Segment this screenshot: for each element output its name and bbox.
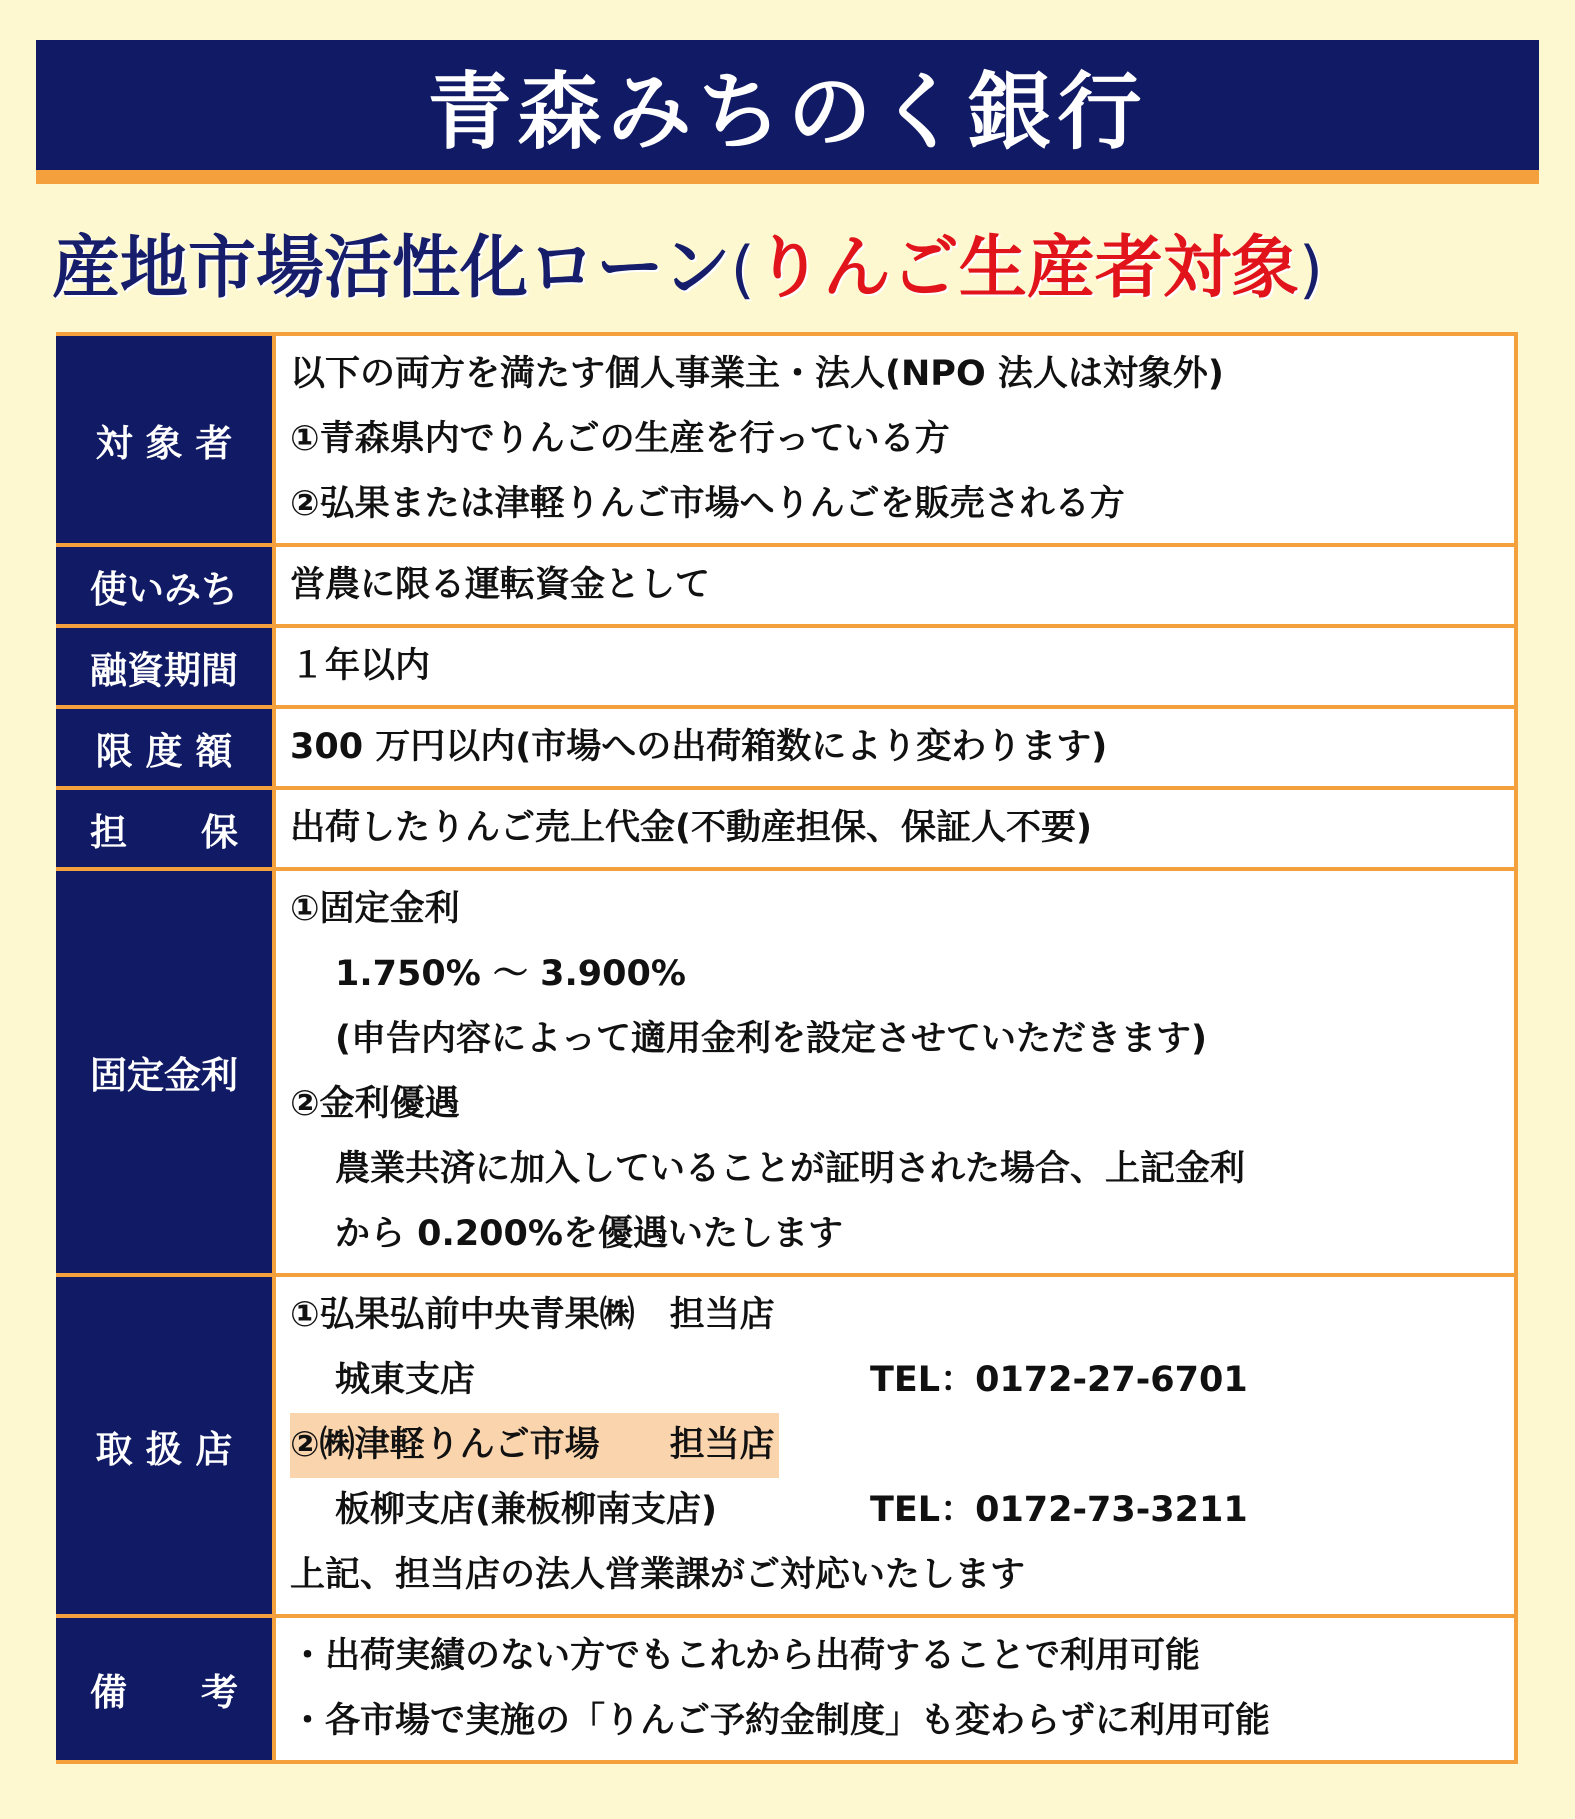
content-limit xyxy=(272,709,1518,786)
branch1-title: ①弘果弘前中央青果㈱ 担当店 xyxy=(290,1295,775,1335)
label-purpose: 使いみち xyxy=(56,547,272,624)
row-notes xyxy=(56,1618,1518,1764)
content-collateral xyxy=(272,790,1518,867)
loan-title-paren-open: ( xyxy=(730,233,755,306)
collateral-text: 出荷したりんご売上代金(不動産担保、保証人不要) xyxy=(290,808,1092,848)
loan-title-target: りんご生産者対象 xyxy=(754,229,1299,308)
content-target xyxy=(272,336,1518,543)
content-branches xyxy=(272,1277,1518,1614)
label-collateral: 担 保 xyxy=(56,790,272,867)
loan-title xyxy=(52,214,1532,314)
branch1-tel: TEL：0172-27-6701 xyxy=(870,1360,1248,1400)
target-line-3: ②弘果または津軽りんご市場へりんごを販売される方 xyxy=(290,484,1125,524)
label-branches: 取 扱 店 xyxy=(56,1277,272,1614)
row-purpose xyxy=(56,547,1518,628)
branch2-title-row xyxy=(290,1413,1514,1478)
row-branches xyxy=(56,1277,1518,1618)
label-limit: 限 度 額 xyxy=(56,709,272,786)
purpose-text: 営農に限る運転資金として xyxy=(290,565,711,605)
rate-discount-line-2: から 0.200%を優遇いたします xyxy=(335,1214,843,1254)
branch2-tel: TEL：0172-73-3211 xyxy=(870,1490,1248,1530)
rate-note: (申告内容によって適用金利を設定させていただきます) xyxy=(335,1019,1207,1059)
rate-item1-title: ①固定金利 xyxy=(290,889,460,929)
row-rate xyxy=(56,871,1518,1277)
target-line-1: 以下の両方を満たす個人事業主・法人(NPO 法人は対象外) xyxy=(290,354,1224,394)
row-term xyxy=(56,628,1518,709)
branch1-name: 城東支店 xyxy=(335,1360,476,1400)
rate-discount-line-1: 農業共済に加入していることが証明された場合、上記金利 xyxy=(335,1149,1246,1189)
loan-title-paren-close: ) xyxy=(1298,233,1324,306)
content-rate xyxy=(272,871,1518,1273)
limit-text: 300 万円以内(市場への出荷箱数により変わります) xyxy=(290,727,1108,767)
notes-line-1: ・出荷実績のない方でもこれから出荷することで利用可能 xyxy=(290,1636,1201,1676)
label-target: 対 象 者 xyxy=(56,336,272,543)
label-notes: 備 考 xyxy=(56,1618,272,1760)
rate-range: 1.750% ～ 3.900% xyxy=(335,954,686,994)
rate-item2-title: ②金利優遇 xyxy=(290,1084,460,1124)
content-notes xyxy=(272,1618,1518,1760)
notes-line-2: ・各市場で実施の「りんご予約金制度」も変わらずに利用可能 xyxy=(290,1701,1271,1741)
row-limit xyxy=(56,709,1518,790)
branch2-name: 板柳支店(兼板柳南支店) xyxy=(335,1490,717,1530)
row-collateral xyxy=(56,790,1518,871)
row-target xyxy=(56,336,1518,547)
label-rate: 固定金利 xyxy=(56,871,272,1273)
content-purpose xyxy=(272,547,1518,624)
term-text: １年以内 xyxy=(290,646,431,686)
loan-details-table xyxy=(56,332,1518,1764)
branch2-row xyxy=(290,1478,1514,1543)
content-term xyxy=(272,628,1518,705)
loan-title-main: 産地市場活性化ローン xyxy=(52,229,731,308)
branches-footer: 上記、担当店の法人営業課がご対応いたします xyxy=(290,1555,1026,1595)
bank-banner xyxy=(36,40,1539,184)
target-line-2: ①青森県内でりんごの生産を行っている方 xyxy=(290,419,950,459)
branch2-title: ②㈱津軽りんご市場 担当店 xyxy=(290,1413,779,1478)
label-term: 融資期間 xyxy=(56,628,272,705)
bank-name: 青森みちのく銀行 xyxy=(427,61,1148,161)
branch1-row xyxy=(290,1348,1514,1413)
